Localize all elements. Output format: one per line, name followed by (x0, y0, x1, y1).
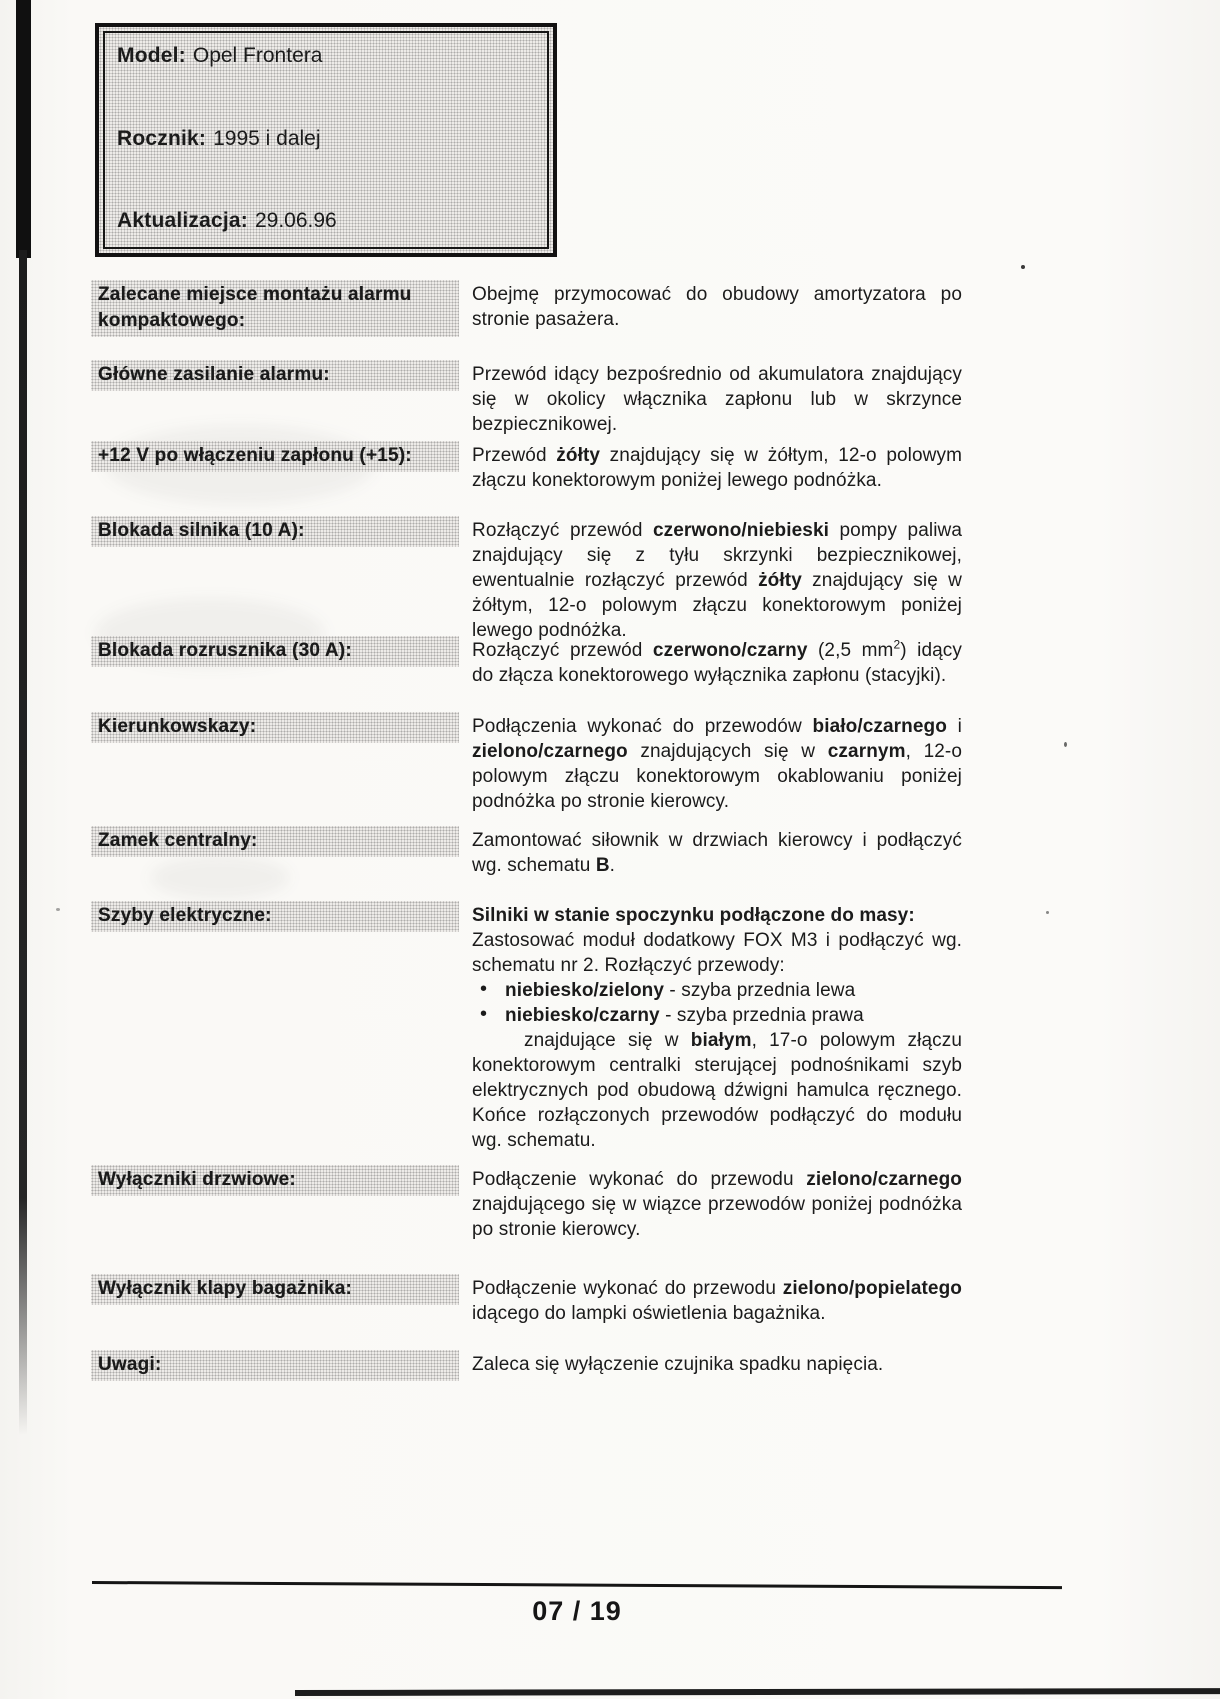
year-value: 1995 i dalej (213, 126, 321, 150)
model-value: Opel Frontera (192, 44, 323, 67)
paragraph: Podłączenie wykonać do przewodu zielono/czarnego znajdującego się w wiązce przewodów poniżej podnóżka po stronie kierowcy. (472, 1169, 962, 1240)
paragraph: Obejmę przymocować do obudowy amortyzatora po stronie pasażera. (472, 284, 962, 330)
section-label: Wyłącznik klapy bagażnika: (91, 1274, 459, 1305)
section-label: +12 V po włączeniu zapłonu (+15): (91, 441, 459, 472)
bullet-item: • niebiesko/czarny - szyba przednia prawa (472, 1003, 962, 1028)
section-label: Zamek centralny: (91, 826, 459, 857)
page-number: 07 / 19 (532, 1596, 622, 1626)
paragraph: Rozłączyć przewód czerwono/niebieski pompy paliwa znajdujący się z tyłu skrzynki bezpiecznikowej, ewentualnie rozłączyć przewód żółty znajdujący się w żółtym, 12-o polowym złączu konektorowym poniżej lewego podnóżka. (472, 520, 963, 641)
paragraph: Zamontować siłownik w drzwiach kierowcy i podłączyć wg. schematu B. (472, 830, 962, 876)
section-text (472, 362, 962, 437)
update-label: Aktualizacja: (117, 209, 248, 232)
ink-speck (1064, 742, 1067, 747)
paragraph: Zastosować moduł dodatkowy FOX M3 i podłączyć wg. schematu nr 2. Rozłączyć przewody: (472, 930, 962, 976)
paragraph: Przewód żółty znajdujący się w żółtym, 12-o polowym złączu konektorowym poniżej lewego podnóżka. (472, 445, 962, 491)
section-label: Blokada silnika (10 A): (91, 516, 459, 547)
ink-speck (1021, 265, 1025, 269)
section-label: Wyłączniki drzwiowe: (91, 1165, 459, 1196)
sections (91, 0, 964, 1699)
paragraph: Podłączenie wykonać do przewodu zielono/popielatego idącego do lampki oświetlenia bagażnika. (472, 1278, 962, 1324)
paragraph: Zaleca się wyłączenie czujnika spadku napięcia. (472, 1354, 884, 1375)
section-text (472, 1276, 962, 1326)
paragraph: Silniki w stanie spoczynku podłączone do masy: (472, 905, 915, 926)
scan-edge-left-line-artifact (19, 250, 27, 1435)
update-value: 29.06.96 (254, 209, 337, 232)
bullet-item: • niebiesko/zielony - szyba przednia lewa (472, 978, 962, 1003)
model-label: Model: (117, 44, 186, 67)
section-label: Blokada rozrusznika (30 A): (91, 636, 459, 667)
section-text (472, 638, 962, 688)
scan-edge-left-artifact (16, 0, 31, 258)
ink-speck (1046, 911, 1049, 914)
section-text (472, 828, 962, 878)
paragraph: Przewód idący bezpośrednio od akumulatora znajdujący się w okolicy włącznika zapłonu lub w skrzynce bezpiecznikowej. (472, 364, 962, 435)
section-text (472, 282, 962, 332)
section-text (472, 518, 962, 643)
section-label: Szyby elektryczne: (91, 901, 459, 932)
paragraph: znajdujące się w białym, 17-o polowym złączu konektorowym centralki sterującej podnośnikami szyb elektrycznych pod obudową dźwigni hamulca ręcznego. Końce rozłączonych przewodów podłączyć do modułu wg. schematu. (472, 1030, 962, 1151)
paragraph: Podłączenia wykonać do przewodów biało/czarnego i zielono/czarnego znajdujących się w czarnym, 12-o polowym złączu konektorowym okablowaniu poniżej podnóżka po stronie kierowcy. (472, 716, 963, 812)
ink-speck (56, 908, 60, 911)
section-text (472, 443, 962, 493)
section-text (472, 1167, 962, 1242)
year-label: Rocznik: (117, 126, 207, 150)
section-text (472, 714, 962, 814)
section-label: Uwagi: (91, 1350, 459, 1381)
section-text (472, 1352, 962, 1377)
section-label: Zalecane miejsce montażu alarmu kompaktowego: (91, 280, 459, 337)
paragraph: Rozłączyć przewód czerwono/czarny (2,5 $mm^2$) idący do złącza konektorowego wyłącznika zapłonu (stacyjki). (472, 637, 962, 686)
section-text (472, 903, 962, 1153)
section-label: Kierunkowskazy: (91, 712, 459, 743)
section-label: Główne zasilanie alarmu: (91, 360, 459, 391)
